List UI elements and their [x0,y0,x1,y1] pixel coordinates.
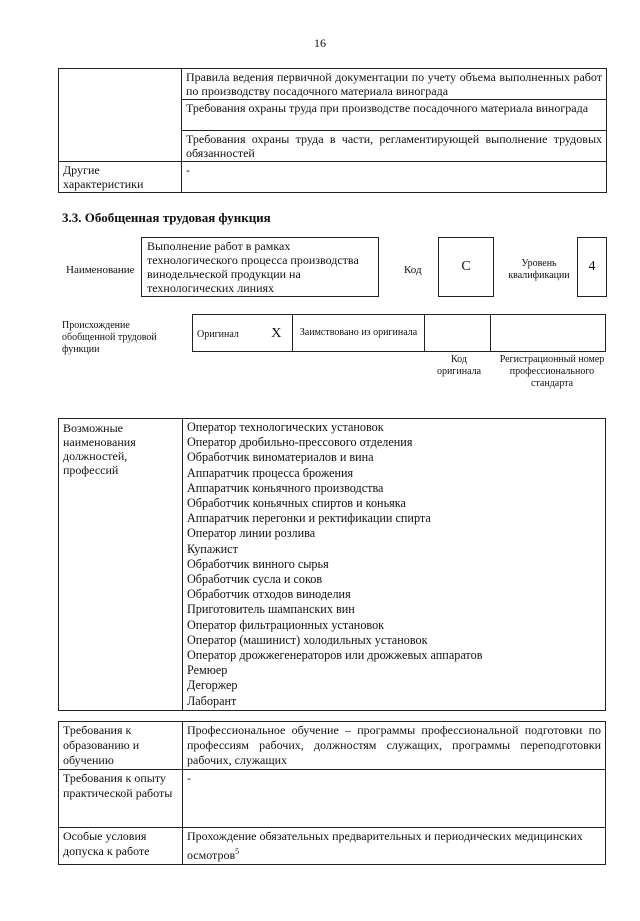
position-item: Аппаратчик коньячного производства [187,480,384,495]
education-value: Профессиональное обучение – программы профессиональной подготовки по профессиям рабочих, должностям служащих, программы переподготовки рабочих, служащих [183,722,606,770]
name-label: Наименование [66,264,135,276]
position-item: Аппаратчик процесса брожения [187,465,354,480]
registration-number-cell [491,315,606,352]
positions-list [183,419,606,711]
position-item: Оператор (машинист) холодильных установок [187,632,428,647]
position-item: Оператор фильтрационных установок [187,617,385,632]
code-label: Код [404,264,422,276]
original-code-cell [425,315,491,352]
other-characteristics-label: Другие характеристики [59,162,182,193]
section-title: 3.3. Обобщенная трудовая функция [62,210,271,225]
position-item: Оператор дробильно-прессового отделения [187,435,413,450]
position-item: Аппаратчик перегонки и ректификации спирта [187,511,431,526]
footnote-marker: 5 [235,847,240,856]
position-item: Оператор технологических установок [187,420,384,434]
top-table-empty-cell [59,69,182,162]
education-label: Требования к образованию и обучению [59,722,183,770]
code-original-caption: Код оригинала [436,354,482,377]
code-value-box [438,237,494,297]
positions-table [58,418,606,711]
position-item: Купажист [187,541,238,556]
level-label: Уровень квалификации [508,258,570,281]
level-value-box [577,237,607,297]
position-item: Приготовитель шампанских вин [187,602,355,617]
special-conditions-value [183,828,606,865]
position-item: Обработчик коньячных спиртов и коньяка [187,496,406,511]
position-item: Оператор линии розлива [187,526,316,541]
top-table-row-3: Требования охраны труда в части, регламентирующей выполнение трудовых обязанностей [182,131,607,162]
requirements-table [58,721,606,865]
position-item: Лаборант [187,693,237,708]
page-number: 16 [314,36,326,50]
borrowed-cell [293,315,425,352]
name-value-box [141,237,379,297]
top-table-row-2: Требования охраны труда при производстве посадочного материала винограда [182,100,607,131]
position-item: Обработчик сусла и соков [187,572,323,587]
level-value: 4 [588,259,596,274]
special-conditions-label: Особые условия допуска к работе [59,828,183,865]
positions-label: Возможные наименования должностей, профессий [59,419,183,711]
experience-label: Требования к опыту практической работы [59,770,183,828]
original-cell [193,315,261,352]
origin-label: Происхождение обобщенной трудовой функции [62,320,157,355]
registration-caption: Регистрационный номер профессионального стандарта [499,354,605,389]
position-item: Дегоржер [187,678,238,693]
original-mark: X [271,325,282,341]
origin-table [192,314,606,352]
code-value: C [461,259,471,274]
borrowed-label: Заимствовано из оригинала [299,327,418,338]
other-characteristics-value: - [182,162,607,193]
experience-value: - [183,770,606,828]
original-label: Оригинал [197,328,239,340]
special-conditions-text: Прохождение обязательных предварительных и периодических медицинских осмотров [187,829,583,862]
top-table [58,68,607,193]
name-value: Выполнение работ в рамках технологического процесса производства винодельческой продукции на технологических линиях [147,239,359,295]
position-item: Обработчик винного сырья [187,556,329,571]
position-item: Обработчик отходов виноделия [187,587,351,602]
top-table-row-1: Правила ведения первичной документации по учету объема выполненных работ по производству посадочного материала винограда [182,69,607,100]
original-mark-cell [261,315,293,352]
position-item: Оператор дрожжегенераторов или дрожжевых аппаратов [187,648,483,663]
position-item: Обработчик виноматериалов и вина [187,450,374,465]
position-item: Ремюер [187,663,228,678]
